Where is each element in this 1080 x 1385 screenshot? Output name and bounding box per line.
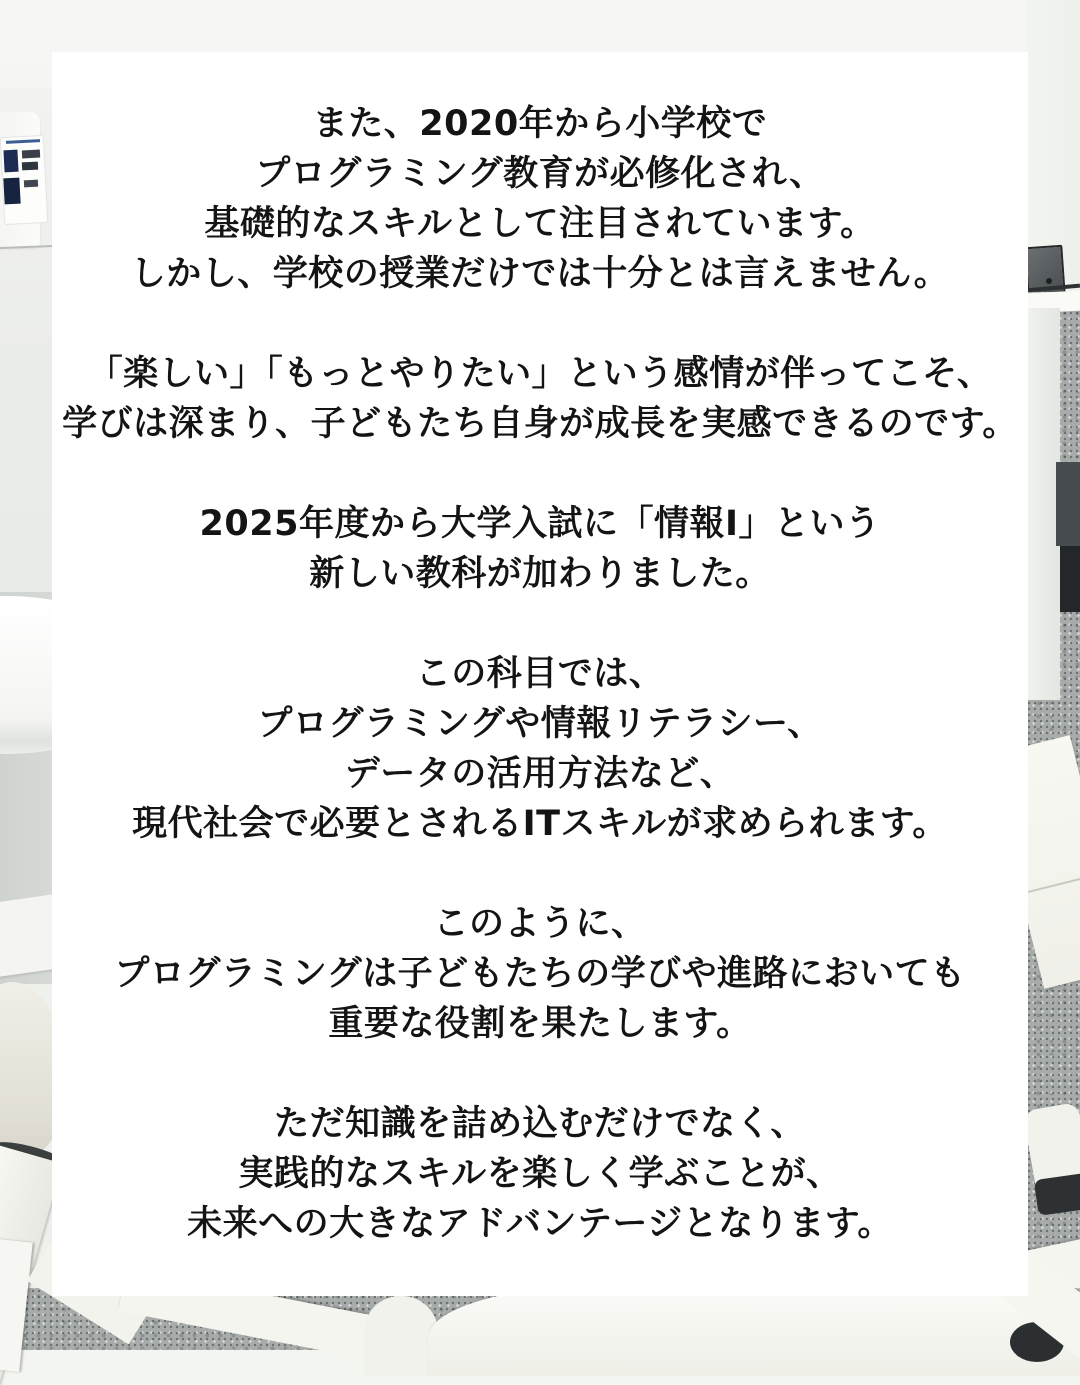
text-line: 学びは深まり、子どもたち自身が成長を実感できるのです。 [62, 404, 1018, 444]
text-line: 現代社会で必要とされるITスキルが求められます。 [132, 804, 948, 844]
text-line: 2025年度から大学入試に「情報Ⅰ」という [199, 504, 881, 544]
text-line: この科目では、 [415, 654, 665, 694]
chair-leg [364, 1296, 438, 1376]
paragraph [114, 899, 965, 1049]
text-line: プログラミングは子どもたちの学びや進路においても [114, 954, 966, 994]
text-line: しかし、学校の授業だけでは十分とは言えません。 [130, 254, 950, 294]
chair-caster-wheel [1034, 1172, 1080, 1216]
distant-chair [1056, 462, 1080, 546]
text-line: 「楽しい」「もっとやりたい」という感情が伴ってこそ、 [87, 354, 993, 394]
text-line: ただ知識を詰め込むだけでなく、 [274, 1104, 806, 1144]
bottle-label-logo [3, 150, 18, 173]
text-line: 基礎的なスキルとして注目されています。 [204, 204, 876, 244]
paragraph [62, 349, 1018, 449]
text-line: 重要な役割を果たします。 [328, 1004, 752, 1044]
bracket-screw [1046, 278, 1052, 284]
text-line: プログラミング教育が必修化され、 [255, 154, 825, 194]
text-line: プログラミングや情報リテラシー、 [257, 704, 823, 744]
bottle-label-logo [3, 178, 20, 205]
text-line: データの活用方法など、 [344, 754, 736, 794]
paragraph [132, 649, 948, 849]
bottle-label-text-mark [22, 150, 40, 159]
chair-seat [428, 1286, 1080, 1376]
text-line: 未来への大きなアドバンテージとなります。 [187, 1204, 893, 1244]
paragraph [131, 99, 950, 299]
text-line: 新しい教科が加わりました。 [309, 554, 771, 594]
text-line: このように、 [433, 904, 647, 944]
text-card [52, 52, 1028, 1296]
text-line: また、2020年から小学校で [312, 104, 768, 144]
paragraph [187, 1099, 893, 1249]
bottle-label-text-mark [24, 180, 38, 188]
distant-chair [1060, 546, 1080, 612]
text-line: 実践的なスキルを楽しく学ぶことが、 [238, 1154, 842, 1194]
bottle-label-text-mark [22, 162, 38, 171]
paragraph [200, 499, 881, 599]
desk-leg-panel [1026, 308, 1060, 700]
